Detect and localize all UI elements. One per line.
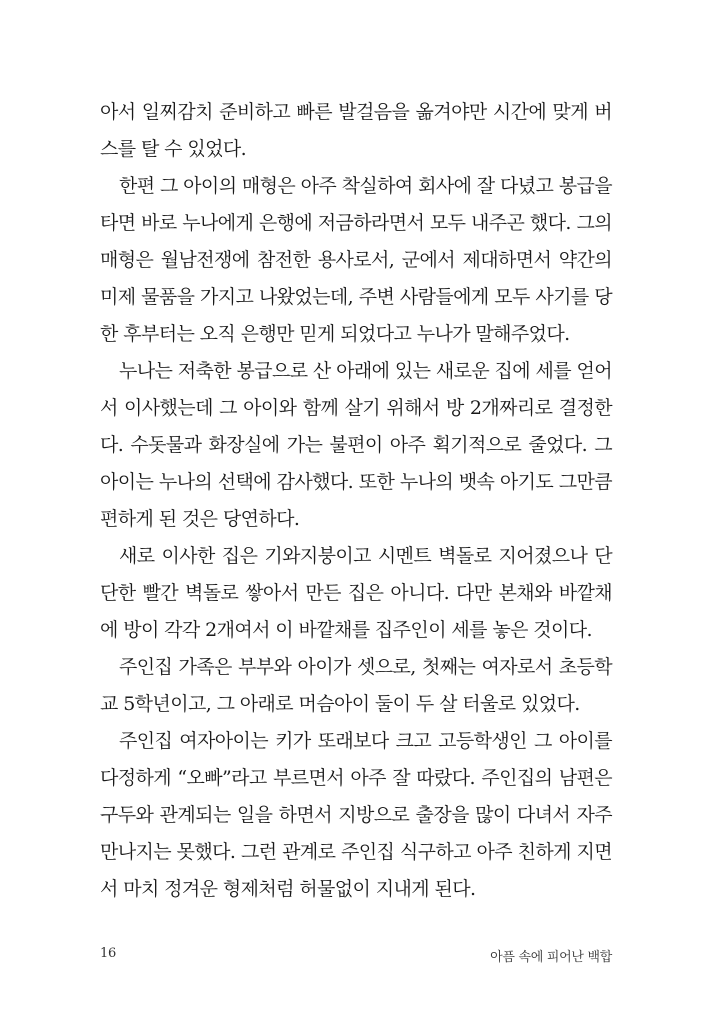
text-line: 스를 탈 수 있었다. [100, 138, 247, 160]
text-line: 만나지는 못했다. 그런 관계로 주인집 식구하고 아주 친하게 지면 [100, 841, 612, 863]
paragraph [100, 168, 612, 353]
text-line: 한편 그 아이의 매형은 아주 착실하여 회사에 잘 다녔고 봉급을 [119, 175, 612, 197]
text-line: 새로 이사한 집은 기와지붕이고 시멘트 벽돌로 지어졌으나 단 [119, 545, 612, 567]
paragraph [100, 649, 612, 723]
paragraph [100, 353, 612, 538]
text-line: 주인집 가족은 부부와 아이가 셋으로, 첫째는 여자로서 초등학 [119, 656, 612, 678]
text-line: 에 방이 각각 2개여서 이 바깥채를 집주인이 세를 놓은 것이다. [100, 619, 592, 641]
text-line: 아서 일찌감치 준비하고 빠른 발걸음을 옮겨야만 시간에 맞게 버 [100, 101, 612, 123]
text-line: 미제 물품을 가지고 나왔었는데, 주변 사람들에게 모두 사기를 당 [100, 286, 612, 308]
running-title: 아픔 속에 피어난 백합 [490, 950, 612, 965]
text-line: 타면 바로 누나에게 은행에 저금하라면서 모두 내주곤 했다. 그의 [100, 212, 612, 234]
page-number: 16 [100, 946, 116, 961]
paragraph [100, 723, 612, 908]
paragraph [100, 94, 612, 168]
text-line: 주인집 여자아이는 키가 또래보다 크고 고등학생인 그 아이를 [119, 730, 612, 752]
text-line: 매형은 월남전쟁에 참전한 용사로서, 군에서 제대하면서 약간의 [100, 249, 612, 271]
text-line: 누나는 저축한 봉급으로 산 아래에 있는 새로운 집에 세를 얻어 [119, 360, 612, 382]
text-line: 한 후부터는 오직 은행만 믿게 되었다고 누나가 말해주었다. [100, 323, 570, 345]
body-text [100, 94, 612, 908]
paragraph [100, 538, 612, 649]
text-line: 편하게 된 것은 당연하다. [100, 508, 300, 530]
text-line: 아이는 누나의 선택에 감사했다. 또한 누나의 뱃속 아기도 그만큼 [100, 471, 612, 493]
text-line: 서 마치 정겨운 형제처럼 허물없이 지내게 된다. [100, 878, 476, 900]
text-line: 구두와 관계되는 일을 하면서 지방으로 출장을 많이 다녀서 자주 [100, 804, 612, 826]
text-line: 교 5학년이고, 그 아래로 머슴아이 둘이 두 살 터울로 있었다. [100, 693, 580, 715]
text-line: 단한 빨간 벽돌로 쌓아서 만든 집은 아니다. 다만 본채와 바깥채 [100, 582, 612, 604]
text-line: 서 이사했는데 그 아이와 함께 살기 위해서 방 2개짜리로 결정한 [100, 397, 612, 419]
text-line: 다정하게 “오빠”라고 부르면서 아주 잘 따랐다. 주인집의 남편은 [100, 767, 612, 789]
text-line: 다. 수돗물과 화장실에 가는 불편이 아주 획기적으로 줄었다. 그 [100, 434, 612, 456]
